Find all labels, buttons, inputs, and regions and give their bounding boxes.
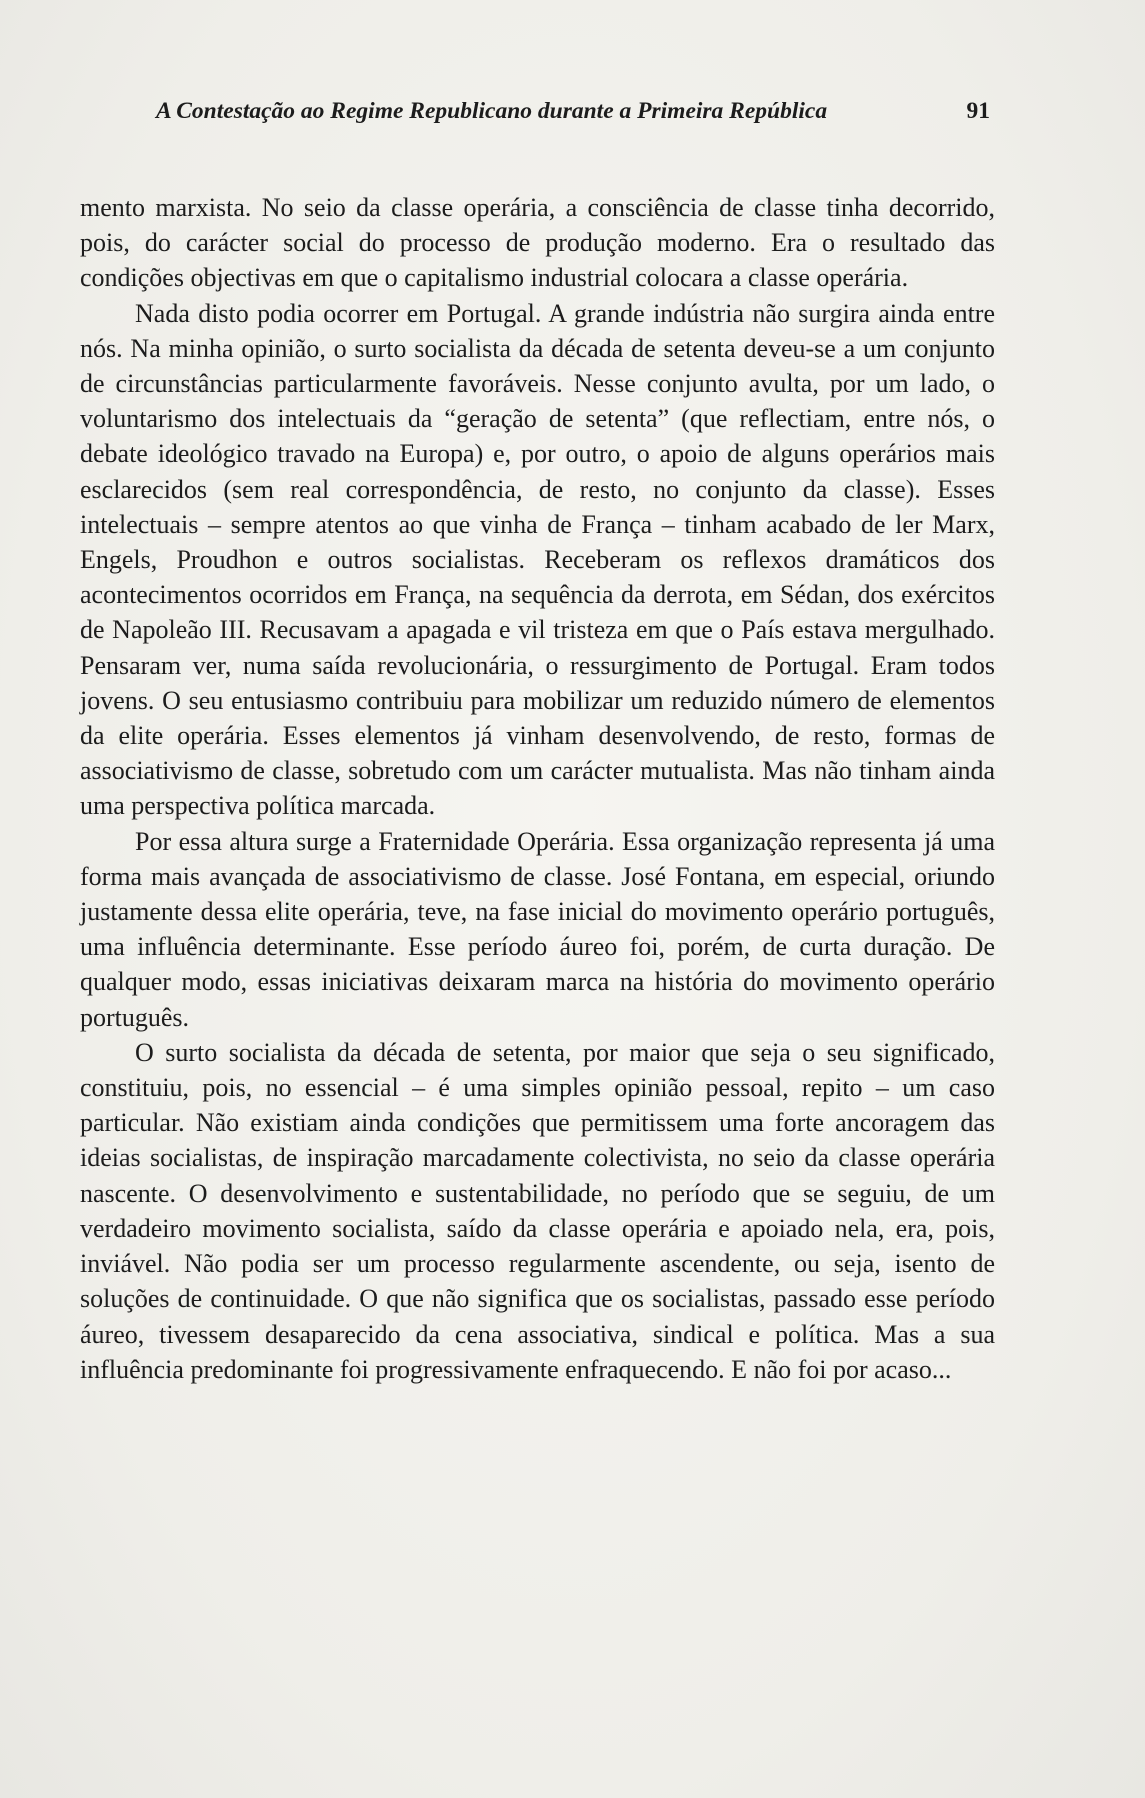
paragraph: Por essa altura surge a Fraternidade Operária. Essa organização representa já uma forma mais avançada de associativismo de classe. José Fontana, em especial, oriundo justamente dessa elite operária, teve, na fase inicial do movimento operário português, uma influência determinante. Esse período áureo foi, porém, de curta duração. De qualquer modo, essas iniciativas deixaram marca na história do movimento operário português. xyxy=(80,826,995,1032)
running-header xyxy=(156,98,990,125)
body-text xyxy=(80,190,995,1387)
paragraph: Nada disto podia ocorrer em Portugal. A grande indústria não surgira ainda entre nós. Na minha opinião, o surto socialista da década de setenta deveu-se a um conjunto de circunstâncias particularmente favoráveis. Nesse conjunto avulta, por um lado, o voluntarismo dos intelectuais da “geração de setenta” (que reflectiam, entre nós, o debate ideológico travado na Europa) e, por outro, o apoio de alguns operários mais esclarecidos (sem real correspondência, de resto, no conjunto da classe). Esses intelectuais – sempre atentos ao que vinha de França – tinham acabado de ler Marx, Engels, Proudhon e outros socialistas. Receberam os reflexos dramáticos dos acontecimentos ocorridos em França, na sequência da derrota, em Sédan, dos exércitos de Napoleão III. Recusavam a apagada e vil tristeza em que o País estava mergulhado. Pensaram ver, numa saída revolucionária, o ressurgimento de Portugal. Eram todos jovens. O seu entusiasmo contribuiu para mobilizar um reduzido número de elementos da elite operária. Esses elementos já vinham desenvolvendo, de resto, formas de associativismo de classe, sobretudo com um carácter mutualista. Mas não tinham ainda uma perspectiva política marcada. xyxy=(80,298,995,821)
paragraph: mento marxista. No seio da classe operária, a consciência de classe tinha decorrido, pois, do carácter social do processo de produção moderno. Era o resultado das condições objectivas em que o capitalismo industrial colocara a classe operária. xyxy=(80,193,995,293)
running-title: A Contestação ao Regime Republicano durante a Primeira República xyxy=(156,98,828,124)
page-number: 91 xyxy=(966,98,990,124)
paragraph: O surto socialista da década de setenta, por maior que seja o seu significado, constituiu, pois, no essencial – é uma simples opinião pessoal, repito – um caso particular. Não existiam ainda condições que permitissem uma forte ancoragem das ideias socialistas, de inspiração marcadamente colectivista, no seio da classe operária nascente. O desenvolvimento e sustentabilidade, no período que se seguiu, de um verdadeiro movimento socialista, saído da classe operária e apoiado nela, era, pois, inviável. Não podia ser um processo regularmente ascendente, ou seja, isento de soluções de continuidade. O que não significa que os socialistas, passado esse período áureo, tivessem desaparecido da cena associativa, sindical e política. Mas a sua influência predominante foi progressivamente enfraquecendo. E não foi por acaso... xyxy=(80,1037,995,1384)
